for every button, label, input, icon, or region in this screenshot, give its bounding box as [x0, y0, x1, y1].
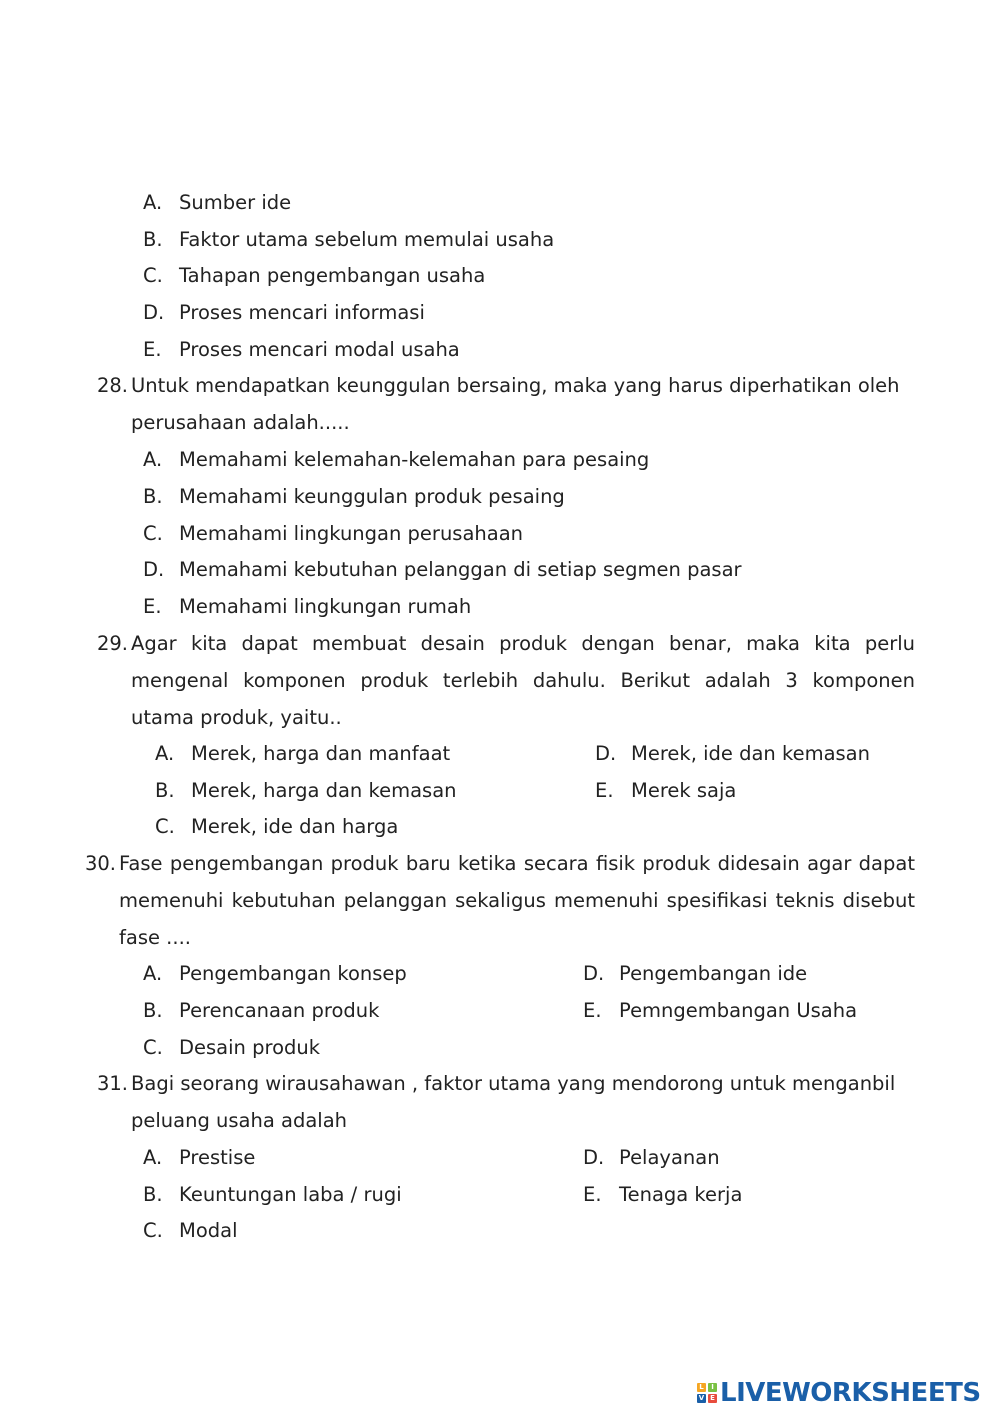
q28-option-d: D. Memahami kebutuhan pelanggan di setiap segmen pasar — [143, 558, 742, 581]
q28-option-e: E. Memahami lingkungan rumah — [143, 595, 472, 618]
q29-text-line-2: mengenal komponen produk terlebih dahulu. Berikut adalah 3 komponen — [131, 669, 915, 692]
q28-text-line-2: perusahaan adalah..... — [131, 411, 350, 434]
q29-option-d: D. Merek, ide dan kemasan — [595, 742, 870, 765]
q30-number: 30. — [84, 852, 116, 875]
q31-option-c: C. Modal — [143, 1219, 238, 1242]
q31-text-line-1: Bagi seorang wirausahawan , faktor utama yang mendorong untuk menganbil — [131, 1072, 896, 1095]
q31-option-a: A. Prestise — [143, 1146, 256, 1169]
q27-option-b: B. Faktor utama sebelum memulai usaha — [143, 228, 555, 251]
q27-option-a: A. Sumber ide — [143, 191, 292, 214]
q30-option-e: E. Pemngembangan Usaha — [583, 999, 858, 1022]
q30-text-line-3: fase .... — [119, 926, 191, 949]
q27-option-c: C. Tahapan pengembangan usaha — [143, 264, 486, 287]
q31-option-b: B. Keuntungan laba / rugi — [143, 1183, 402, 1206]
q28-option-a: A. Memahami kelemahan-kelemahan para pesaing — [143, 448, 650, 471]
q29-number: 29. — [96, 632, 128, 655]
q30-text-line-1: Fase pengembangan produk baru ketika secara fisik produk didesain agar dapat — [119, 852, 915, 875]
liveworksheets-logo-text: LIVEWORKSHEETS — [720, 1378, 981, 1408]
liveworksheets-logo[interactable] — [697, 1378, 981, 1408]
q29-option-b: B. Merek, harga dan kemasan — [155, 779, 457, 802]
q28-number: 28. — [96, 374, 128, 397]
q29-text-line-1: Agar kita dapat membuat desain produk dengan benar, maka kita perlu — [131, 632, 915, 655]
q30-option-c: C. Desain produk — [143, 1036, 321, 1059]
q31-option-d: D. Pelayanan — [583, 1146, 720, 1169]
liveworksheets-logo-icon: L I V E — [697, 1383, 717, 1403]
q27-option-d: D. Proses mencari informasi — [143, 301, 425, 324]
q29-option-a: A. Merek, harga dan manfaat — [155, 742, 451, 765]
q28-option-c: C. Memahami lingkungan perusahaan — [143, 522, 524, 545]
q31-number: 31. — [96, 1072, 128, 1095]
q27-option-e: E. Proses mencari modal usaha — [143, 338, 460, 361]
q30-option-a: A. Pengembangan konsep — [143, 962, 407, 985]
q30-text-line-2: memenuhi kebutuhan pelanggan sekaligus memenuhi spesifikasi teknis disebut — [119, 889, 915, 912]
q29-option-e: E. Merek saja — [595, 779, 737, 802]
q29-option-c: C. Merek, ide dan harga — [155, 815, 399, 838]
q28-text-line-1: Untuk mendapatkan keunggulan bersaing, maka yang harus diperhatikan oleh — [131, 374, 900, 397]
q30-option-d: D. Pengembangan ide — [583, 962, 808, 985]
q31-option-e: E. Tenaga kerja — [583, 1183, 743, 1206]
q30-option-b: B. Perencanaan produk — [143, 999, 380, 1022]
q29-text-line-3: utama produk, yaitu.. — [131, 706, 342, 729]
q28-option-b: B. Memahami keunggulan produk pesaing — [143, 485, 565, 508]
q31-text-line-2: peluang usaha adalah — [131, 1109, 348, 1132]
